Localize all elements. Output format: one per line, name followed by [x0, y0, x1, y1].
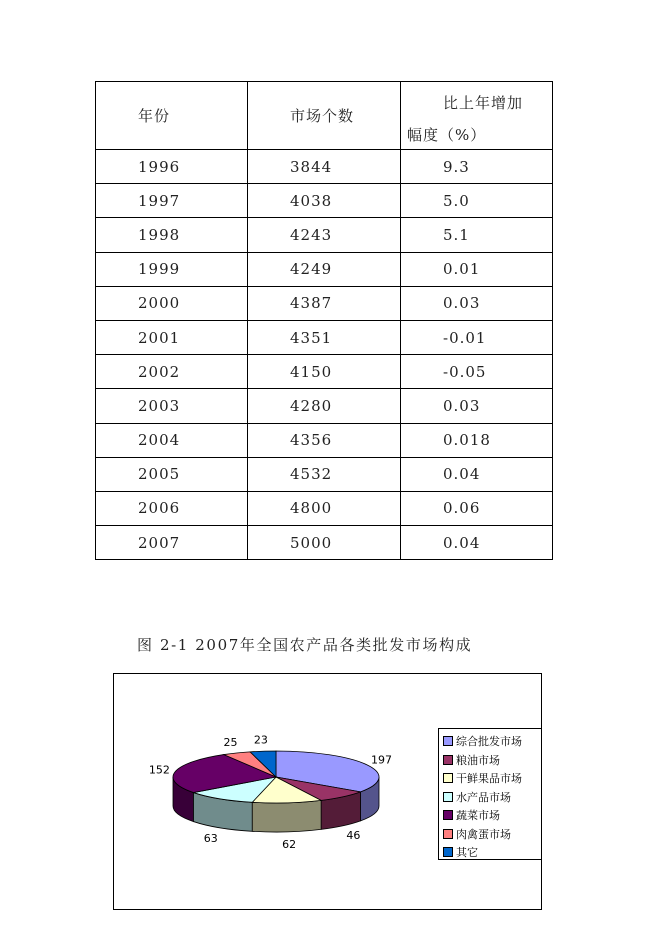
pie-chart — [113, 673, 542, 910]
cell-year: 2002 — [96, 355, 248, 389]
cell-growth-rate: 5.1 — [401, 218, 553, 252]
cell-market-count: 4249 — [248, 252, 401, 286]
cell-market-count: 4387 — [248, 286, 401, 320]
cell-market-count: 5000 — [248, 526, 401, 560]
legend-swatch — [443, 847, 453, 857]
legend-label: 粮油市场 — [456, 753, 500, 767]
cell-year: 1996 — [96, 150, 248, 184]
cell-year: 2000 — [96, 286, 248, 320]
legend-item — [443, 825, 541, 844]
cell-market-count: 4280 — [248, 389, 401, 423]
cell-market-count: 4150 — [248, 355, 401, 389]
cell-market-count: 4038 — [248, 184, 401, 218]
header-year: 年份 — [96, 82, 248, 150]
table-row — [96, 457, 553, 491]
legend-swatch — [443, 810, 453, 820]
cell-market-count: 4800 — [248, 491, 401, 525]
cell-growth-rate: -0.01 — [401, 320, 553, 354]
legend-swatch — [443, 773, 453, 783]
cell-growth-rate: 0.03 — [401, 389, 553, 423]
cell-year: 1997 — [96, 184, 248, 218]
cell-year: 2005 — [96, 457, 248, 491]
legend-item — [443, 751, 541, 770]
cell-year: 2006 — [96, 491, 248, 525]
legend-item — [443, 769, 541, 788]
table-header-row — [96, 82, 553, 150]
cell-growth-rate: 0.04 — [401, 457, 553, 491]
legend-item — [443, 806, 541, 825]
cell-year: 1999 — [96, 252, 248, 286]
cell-growth-rate: 0.06 — [401, 491, 553, 525]
legend-item — [443, 788, 541, 807]
table-row — [96, 218, 553, 252]
cell-growth-rate: 0.018 — [401, 423, 553, 457]
legend-label: 水产品市场 — [456, 790, 511, 804]
cell-market-count: 4351 — [248, 320, 401, 354]
figure-caption: 图 2-1 2007年全国农产品各类批发市场构成 — [137, 636, 473, 654]
header-market-count: 市场个数 — [248, 82, 401, 150]
legend-item — [443, 732, 541, 751]
cell-growth-rate: 0.04 — [401, 526, 553, 560]
pie-value-label: 197 — [370, 753, 392, 767]
pie-value-label: 46 — [346, 828, 361, 842]
legend-swatch — [443, 829, 453, 839]
cell-growth-rate: 0.01 — [401, 252, 553, 286]
pie-value-label: 152 — [148, 763, 170, 777]
cell-year: 2007 — [96, 526, 248, 560]
table-row — [96, 526, 553, 560]
cell-growth-rate: 0.03 — [401, 286, 553, 320]
pie-value-label: 62 — [282, 837, 297, 851]
table-row — [96, 389, 553, 423]
legend-label: 干鲜果品市场 — [456, 772, 522, 786]
table-row — [96, 184, 553, 218]
legend-swatch — [443, 736, 453, 746]
legend-label: 其它 — [456, 846, 478, 860]
header-growth-rate — [401, 82, 553, 150]
table-row — [96, 252, 553, 286]
legend-label: 肉禽蛋市场 — [456, 827, 511, 841]
legend-item — [443, 843, 541, 862]
legend-swatch — [443, 755, 453, 765]
table-row — [96, 150, 553, 184]
cell-year: 1998 — [96, 218, 248, 252]
chart-legend — [438, 728, 542, 860]
table-row — [96, 286, 553, 320]
cell-market-count: 4532 — [248, 457, 401, 491]
table-row — [96, 423, 553, 457]
cell-growth-rate: 9.3 — [401, 150, 553, 184]
pie-value-label: 25 — [223, 735, 238, 749]
cell-market-count: 3844 — [248, 150, 401, 184]
legend-label: 蔬菜市场 — [456, 809, 500, 823]
header-growth-rate-line2: 幅度（%） — [407, 126, 487, 144]
cell-growth-rate: 5.0 — [401, 184, 553, 218]
pie-value-label: 63 — [203, 831, 218, 845]
header-growth-rate-line1: 比上年增加 — [443, 94, 524, 112]
legend-label: 综合批发市场 — [456, 735, 522, 749]
cell-year: 2004 — [96, 423, 248, 457]
table-row — [96, 491, 553, 525]
table-row — [96, 320, 553, 354]
pie-value-label: 23 — [253, 733, 268, 747]
market-count-table — [95, 81, 553, 560]
cell-year: 2001 — [96, 320, 248, 354]
pie-slice-side — [252, 800, 321, 832]
legend-swatch — [443, 792, 453, 802]
cell-year: 2003 — [96, 389, 248, 423]
table-row — [96, 355, 553, 389]
cell-market-count: 4356 — [248, 423, 401, 457]
cell-market-count: 4243 — [248, 218, 401, 252]
cell-growth-rate: -0.05 — [401, 355, 553, 389]
